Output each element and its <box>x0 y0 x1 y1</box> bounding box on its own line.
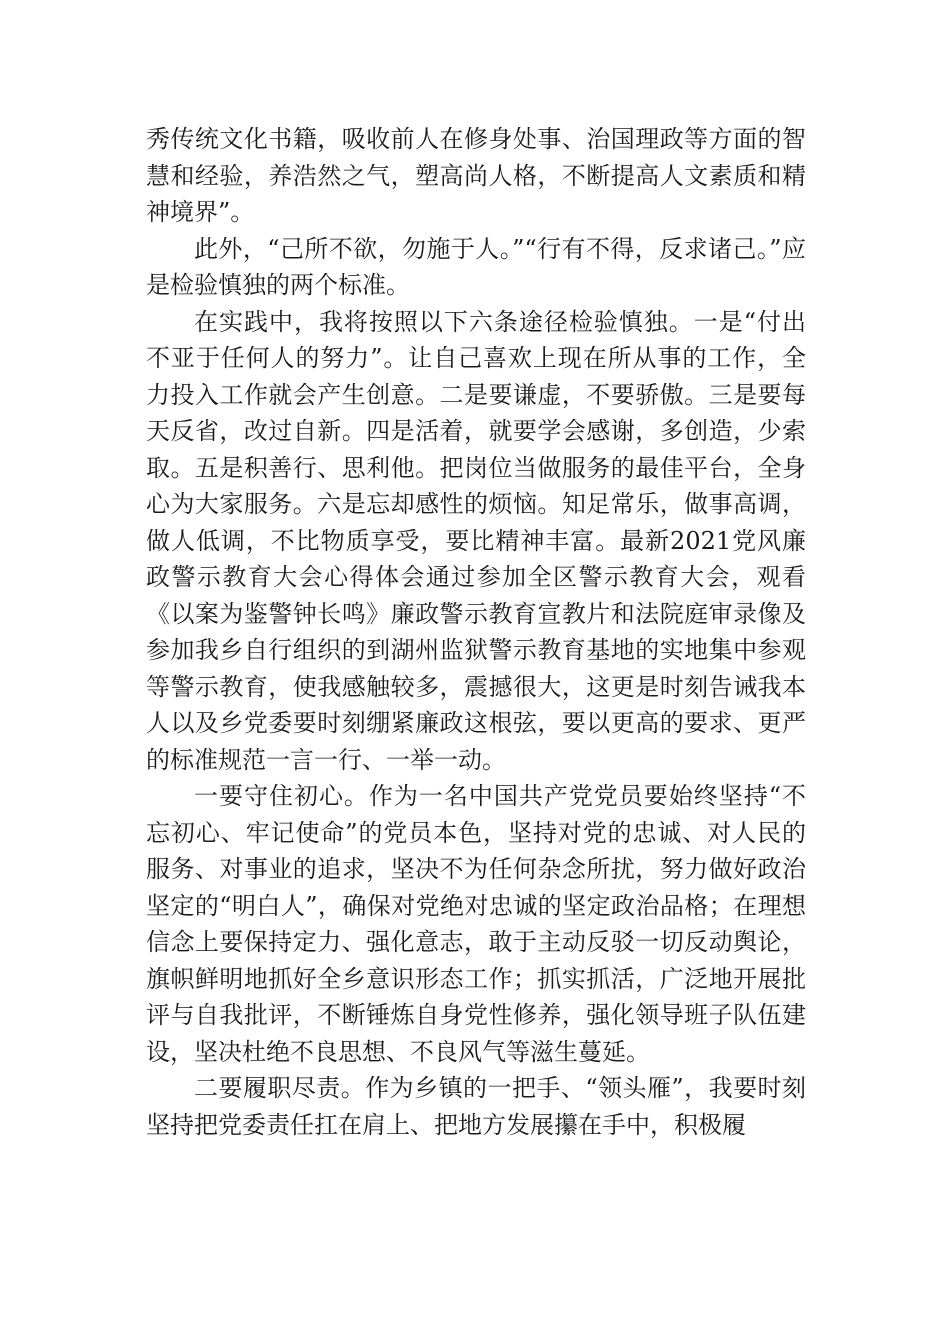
paragraph-fulfill-duties: 二要履职尽责。作为乡镇的一把手、“领头雁”，我要时刻坚持把党委责任扛在肩上、把地方发展攥在手中，积极履 <box>146 1074 806 1139</box>
paragraph-standards: 此外，“己所不欲，勿施于人。”“行有不得，反求诸己。”应是检验慎独的两个标准。 <box>146 234 806 299</box>
document-body <box>146 121 806 1143</box>
paragraph-practice: 在实践中，我将按照以下六条途径检验慎独。一是“付出不亚于任何人的努力”。让自己喜欢上现在所从事的工作，全力投入工作就会产生创意。二是要谦虚，不要骄傲。三是要每天反省，改过自新。四是活着，就要学会感谢，多创造，少索取。五是积善行、思利他。把岗位当做服务的最佳平台，全身心为大家服务。六是忘却感性的烦恼。知足常乐，做事高调，做人低调，不比物质享受，要比精神丰富。最新2021党风廉政警示教育大会心得体会通过参加全区警示教育大会，观看《以案为鉴警钟长鸣》廉政警示教育宣教片和法院庭审录像及参加我乡自行组织的到湖州监狱警示教育基地的实地集中参观等警示教育，使我感触较多，震撼很大，这更是时刻告诫我本人以及乡党委要时刻绷紧廉政这根弦，要以更高的要求、更严的标准规范一言一行、一举一动。 <box>146 307 806 774</box>
paragraph-continuation: 秀传统文化书籍，吸收前人在修身处事、治国理政等方面的智慧和经验，养浩然之气，塑高尚人格，不断提高人文素质和精神境界”。 <box>146 125 806 226</box>
paragraph-original-aspiration: 一要守住初心。作为一名中国共产党党员要始终坚持“不忘初心、牢记使命”的党员本色，坚持对党的忠诚、对人民的服务、对事业的追求，坚决不为任何杂念所扰，努力做好政治坚定的“明白人”，确保对党绝对忠诚的坚定政治品格；在理想信念上要保持定力、强化意志，敢于主动反驳一切反动舆论，旗帜鲜明地抓好全乡意识形态工作；抓实抓活，广泛地开展批评与自我批评，不断锤炼自身党性修养，强化领导班子队伍建设，坚决杜绝不良思想、不良风气等滋生蔓延。 <box>146 782 806 1066</box>
